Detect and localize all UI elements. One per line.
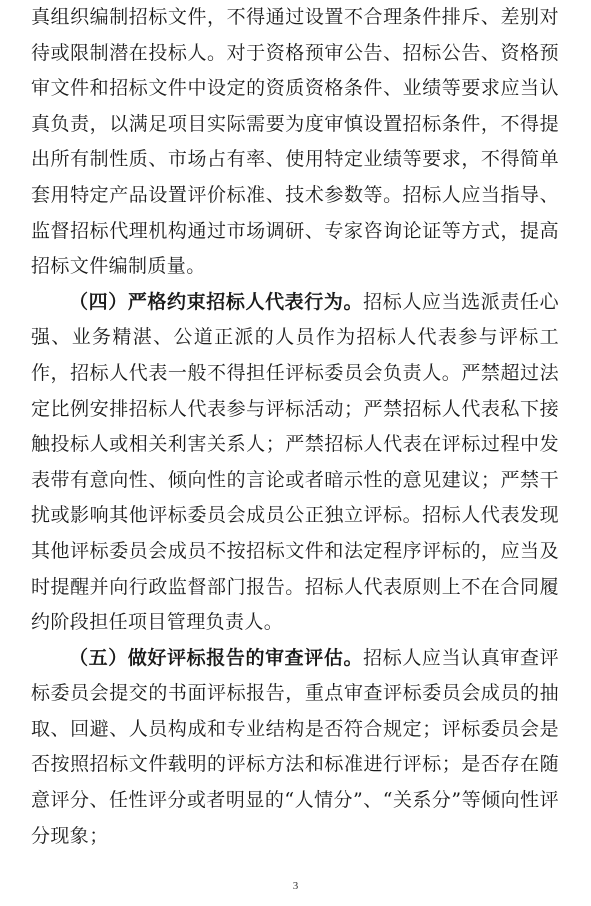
page-number: 3 (292, 880, 299, 892)
section-heading: （四）严格约束招标人代表行为。 (69, 290, 364, 313)
paragraph-text: 真组织编制招标文件，不得通过设置不合理条件排斥、差别对待或限制潜在投标人。对于资格预审公告、招标公告、资格预审文件和招标文件中设定的资质资格条件、业绩等要求应当认真负责，以满足项目实际需要为度审慎设置招标条件，不得提出所有制性质、市场占有率、使用特定业绩等要求，不得简单套用特定产品设置评价标准、技术参数等。招标人应当指导、监督招标代理机构通过市场调研、专家咨询论证等方式，提高招标文件编制质量。 (31, 6, 559, 278)
paragraph-text: 招标人应当选派责任心强、业务精湛、公道正派的人员作为招标人代表参与评标工作，招标人代表一般不得担任评标委员会负责人。严禁超过法定比例安排招标人代表参与评标活动；严禁招标人代表私下接触投标人或相关利害关系人；严禁招标人代表在评标过程中发表带有意向性、倾向性的言论或者暗示性的意见建议；严禁干扰或影响其他评标委员会成员公正独立评标。招标人代表发现其他评标委员会成员不按招标文件和法定程序评标的，应当及时提醒并向行政监督部门报告。招标人代表原则上不在合同履约阶段担任项目管理负责人。 (31, 290, 559, 634)
section-heading: （五）做好评标报告的审查评估。 (69, 646, 364, 669)
paragraph-section-4 (31, 285, 559, 641)
paragraph-text: 招标人应当认真审查评标委员会提交的书面评标报告，重点审查评标委员会成员的抽取、回避、人员构成和专业结构是否符合规定；评标委员会是否按照招标文件载明的评标方法和标准进行评标；是否存在随意评分、任性评分或者明显的“人情分”、“关系分”等倾向性评分现象； (31, 646, 559, 847)
paragraph-continuation (31, 0, 559, 285)
paragraph-section-5 (31, 641, 559, 855)
body-text (31, 0, 559, 854)
